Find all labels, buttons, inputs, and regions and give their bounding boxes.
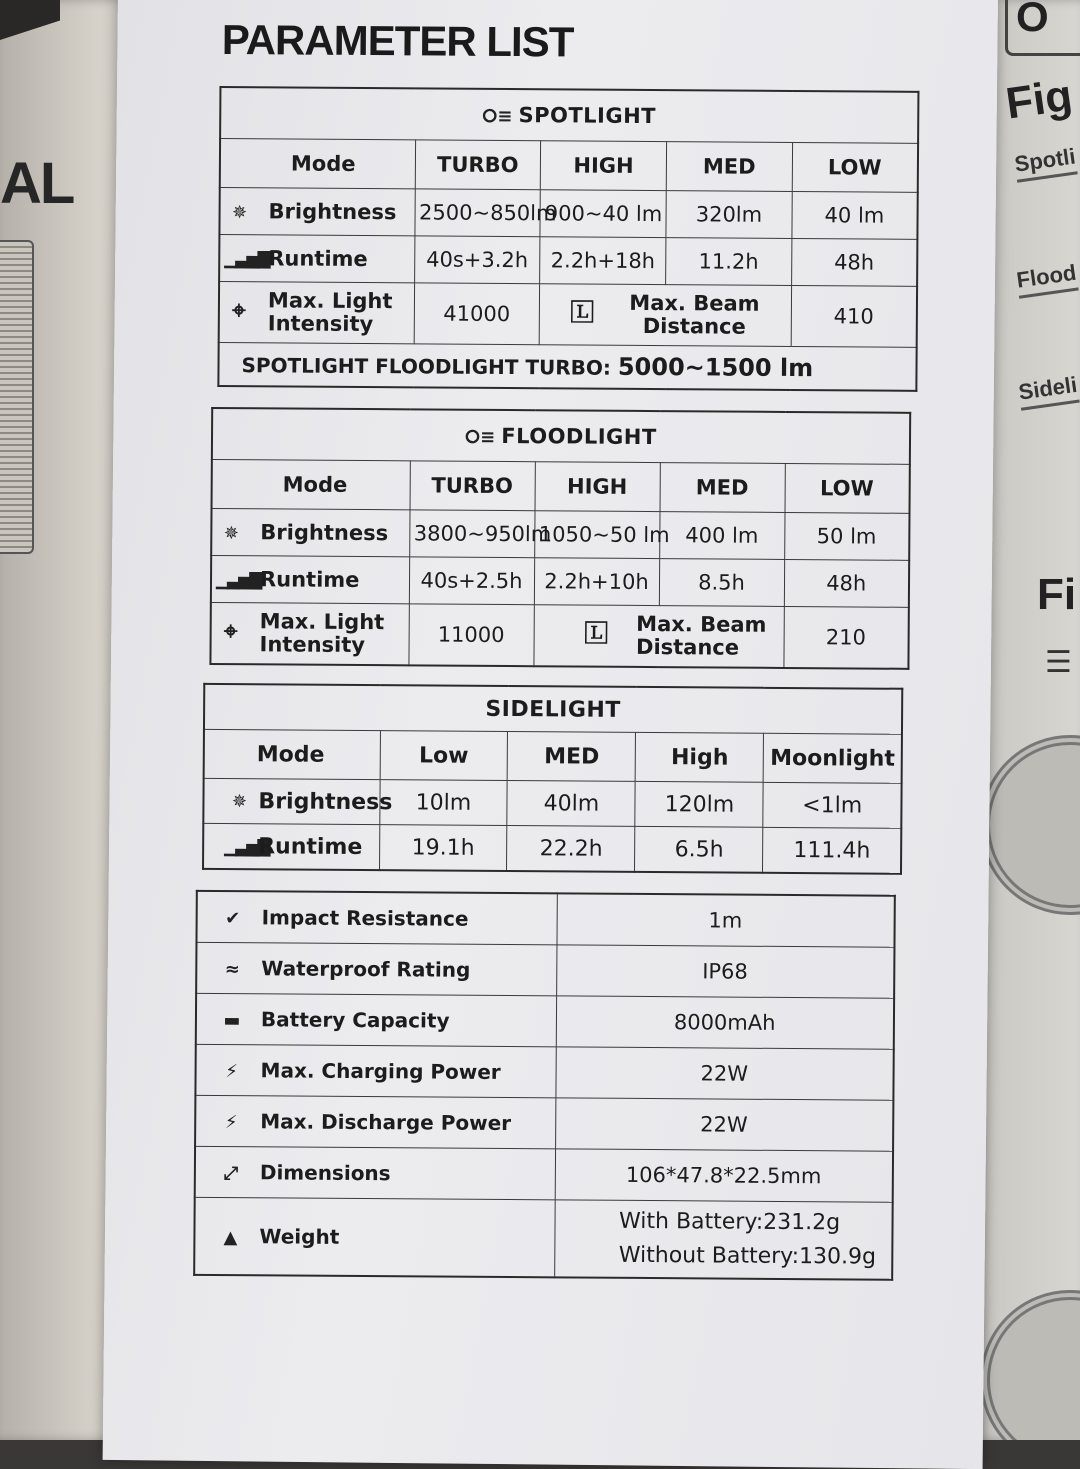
spec-label: Max. Discharge Power: [260, 1109, 512, 1136]
table-cell: 10lm: [379, 780, 507, 826]
spec-label: Impact Resistance: [261, 905, 469, 931]
table-cell: 50 lm: [784, 512, 909, 560]
spec-value: 22W: [555, 1047, 893, 1100]
brightness-icon: ✵: [223, 522, 239, 544]
intensity-label-line2: Intensity: [259, 632, 366, 658]
bolt-icon: ⚡︎: [224, 1112, 238, 1134]
table-cell: 120lm: [635, 781, 763, 827]
floodlight-icon: ☰: [1045, 646, 1072, 679]
beam-icon: 🄻: [584, 619, 609, 648]
beam-label-line1: Max. Beam: [636, 611, 767, 637]
beam-label-line1: Max. Beam: [629, 290, 760, 316]
table-cell: <1lm: [763, 782, 901, 828]
spec-label: Waterproof Rating: [261, 956, 471, 982]
table-cell: 400 lm: [659, 512, 784, 560]
table-row: [218, 342, 916, 390]
spec-label: Max. Charging Power: [260, 1058, 501, 1084]
spec-label: Weight: [259, 1224, 340, 1249]
spec-value: 8000mAh: [556, 996, 894, 1049]
table-cell: 22.2h: [507, 826, 635, 872]
weight-values: [554, 1200, 893, 1280]
floodlight-title: FLOODLIGHT: [501, 423, 657, 450]
spotlight-table: [217, 86, 919, 392]
intensity-label-line1: Max. Light: [259, 609, 385, 635]
table-cell: 111.4h: [763, 827, 901, 873]
sidelight-table: [202, 683, 903, 875]
table-row: [219, 188, 917, 240]
table-cell: 11000: [408, 604, 533, 666]
brightness-label: Brightness: [260, 520, 389, 546]
sidelight-section-header: [204, 684, 902, 734]
spec-value: IP68: [556, 945, 894, 998]
table-cell: 48h: [791, 238, 917, 286]
table-cell: 40 lm: [792, 191, 918, 239]
right-page-tab-flood: Flood: [1015, 260, 1079, 299]
mode-turbo: TURBO: [410, 461, 535, 511]
intensity-label-line1: Max. Light: [267, 288, 393, 314]
table-row: [211, 555, 909, 607]
battery-icon: ▬: [223, 1010, 241, 1032]
table-cell: 11.2h: [666, 238, 792, 286]
sidelight-title: SIDELIGHT: [485, 696, 621, 723]
mode-turbo: TURBO: [415, 140, 541, 190]
mode-low: LOW: [785, 463, 910, 513]
mode-med: MED: [660, 463, 785, 513]
waterproof-icon: ≈: [224, 959, 240, 981]
table-cell: 1050~50 lm: [534, 511, 659, 559]
right-page-tab-sidelight: Sideli: [1017, 372, 1079, 411]
table-row: [196, 891, 894, 947]
spotlight-icon: ⭘≡: [482, 105, 514, 127]
intensity-label-line2: Intensity: [267, 311, 374, 337]
runtime-icon: ▁▃▅▇: [224, 249, 269, 270]
beam-label-line2: Distance: [642, 313, 746, 339]
table-row: [212, 459, 910, 513]
table-row: [204, 729, 902, 783]
spotlight-floodlight-turbo: [218, 342, 916, 390]
brightness-icon: ✵: [231, 201, 248, 223]
table-cell: 40lm: [507, 781, 635, 827]
runtime-label: Runtime: [259, 567, 360, 592]
table-cell: 900~40 lm: [540, 190, 666, 238]
table-cell: 40s+3.2h: [414, 236, 540, 284]
general-specs-table: [193, 890, 896, 1281]
table-row: [195, 1044, 893, 1100]
beam-label-cell: [533, 605, 783, 668]
spec-value: 106*47.8*22.5mm: [555, 1149, 893, 1202]
table-cell: 19.1h: [379, 825, 507, 871]
table-cell: 320lm: [666, 191, 792, 239]
right-page-heading-top: O: [1005, 0, 1080, 56]
right-page-tab-spotlight: Spotli: [1013, 143, 1078, 182]
flashlight-head-illustration: [980, 1290, 1080, 1440]
weight-without-battery: Without Battery:130.9g: [618, 1242, 877, 1270]
mode-label: Mode: [220, 139, 415, 189]
spotlight-title: SPOTLIGHT: [518, 103, 657, 129]
runtime-label: Runtime: [258, 833, 363, 860]
flashlight-illustration: [0, 240, 34, 554]
page-title: PARAMETER LIST: [221, 16, 574, 66]
impact-icon: ✔: [225, 908, 241, 930]
brightness-icon: ✵: [231, 791, 248, 813]
table-row: [219, 235, 917, 287]
intensity-icon: ⌖: [223, 617, 238, 646]
spec-label: Dimensions: [259, 1160, 391, 1186]
table-cell: 40s+2.5h: [409, 557, 534, 605]
table-cell: 8.5h: [659, 559, 784, 607]
right-page-heading-fig: Fig: [1003, 70, 1076, 129]
left-page-shadow: [0, 0, 60, 40]
table-cell: 3800~950lm: [409, 510, 534, 558]
mode-med: MED: [508, 732, 636, 782]
mode-high: HIGH: [535, 462, 660, 512]
floodlight-section-header: [212, 408, 910, 464]
bolt-icon: ⚡︎: [225, 1061, 238, 1083]
intensity-icon: ⌖: [232, 296, 246, 325]
beam-label-cell: [539, 284, 791, 347]
mode-low: Low: [380, 731, 508, 781]
spec-value: 1m: [556, 893, 894, 947]
beam-icon: 🄻: [570, 298, 595, 327]
table-cell: 2.2h+18h: [540, 237, 666, 285]
runtime-icon: ▁▃▅▇: [224, 836, 269, 857]
mode-label: Mode: [212, 459, 410, 509]
spotlight-section-header: [220, 87, 918, 143]
table-row: [196, 942, 894, 998]
weight-with-battery: With Battery:231.2g: [618, 1208, 841, 1236]
table-row: [194, 1197, 893, 1279]
table-cell: 41000: [414, 283, 540, 345]
table-row: [210, 602, 908, 668]
table-row: [195, 1146, 893, 1202]
table-cell: 6.5h: [635, 826, 763, 872]
brightness-label: Brightness: [268, 199, 397, 225]
footer-label: SPOTLIGHT FLOODLIGHT TURBO:: [241, 353, 618, 380]
table-cell: 48h: [784, 559, 909, 607]
table-row: [196, 993, 894, 1049]
footer-value: 5000~1500 lm: [617, 352, 814, 383]
mode-moonlight: Moonlight: [764, 733, 902, 783]
table-cell: 2500~850lm: [414, 189, 540, 237]
beam-label-line2: Distance: [635, 634, 740, 660]
dimensions-icon: ⤢: [223, 1163, 239, 1185]
spec-label: Battery Capacity: [260, 1007, 450, 1033]
table-cell: 2.2h+10h: [534, 558, 659, 606]
table-row: [203, 823, 901, 873]
runtime-label: Runtime: [268, 246, 368, 272]
left-page-title-fragment: AL: [0, 151, 74, 216]
mode-label: Mode: [204, 729, 380, 779]
brightness-label: Brightness: [258, 788, 393, 815]
table-row: [195, 1095, 893, 1151]
spec-value: 22W: [555, 1098, 893, 1151]
flashlight-head-illustration: [980, 735, 1080, 915]
mode-low: LOW: [792, 142, 918, 192]
mode-high: High: [636, 732, 764, 782]
right-page-heading-fi: Fi: [1037, 570, 1077, 619]
mode-high: HIGH: [541, 141, 667, 191]
mode-med: MED: [666, 142, 792, 192]
parameter-list: [211, 10, 920, 1281]
table-cell: 410: [791, 285, 917, 347]
table-row: [211, 508, 909, 560]
table-row: [219, 282, 917, 348]
table-cell: 210: [783, 606, 908, 668]
floodlight-table: [209, 407, 911, 670]
table-row: [220, 139, 918, 193]
table-row: [203, 778, 901, 828]
floodlight-icon: ⭘≡: [465, 426, 496, 448]
weight-icon: ▲: [223, 1227, 238, 1249]
runtime-icon: ▁▃▅▇: [215, 569, 261, 591]
